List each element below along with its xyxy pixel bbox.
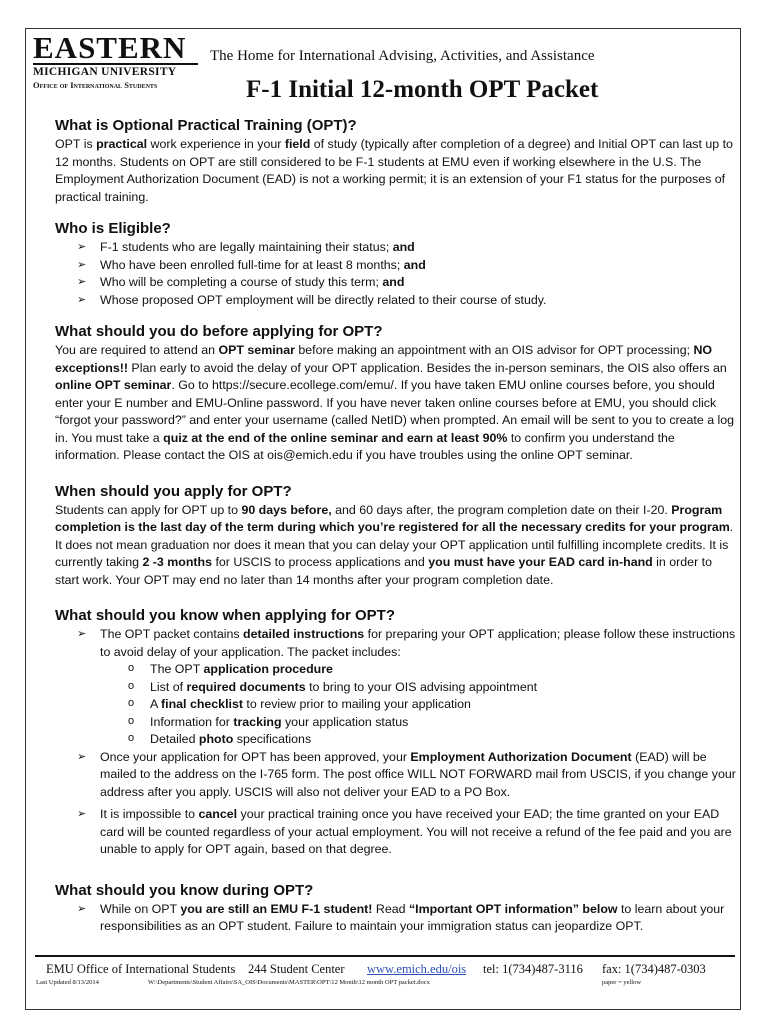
footer-address: 244 Student Center (248, 962, 345, 976)
section-when-applying (55, 606, 737, 859)
document-body (55, 116, 737, 949)
list-item: ➢ Whose proposed OPT employment will be directly related to their course of study. (77, 292, 737, 310)
sub-list-item: o Information for tracking your application status (128, 714, 737, 732)
section-paragraph: You are required to attend an OPT seminar before making an appointment with an OIS advisor for OPT processing; NO exceptions!! Plan early to avoid the delay of your OPT application. Besides the in-person seminars, the OIS also offers an online OPT seminar. Go to https://secure.ecollege.com/emu/. If you have taken EMU online courses before, you should enter your E number and EMU-Online password. If you have never taken online courses before at EMU, you should click “forgot your password?” and enter your username (called NetID) when prompted. An email will be sent to you to create a log in. You must take a quiz at the end of the online seminar and earn at least 90% to confirm you understand the information. Please contact the OIS at ois@emich.edu if you have troubles using the online OPT seminar. (55, 343, 735, 462)
section-before-applying (55, 322, 737, 465)
section-heading: When should you apply for OPT? (55, 482, 292, 500)
sub-list-item: o The OPT application procedure (128, 661, 737, 679)
emu-logo (33, 30, 198, 91)
sub-list-item: o A final checklist to review prior to mailing your application (128, 696, 737, 714)
footer-updated: Last Updated 8/13/2014 (36, 979, 99, 986)
list-item: ➢ Who have been enrolled full-time for at least 8 months; and (77, 257, 737, 275)
section-heading: What should you do before applying for OPT? (55, 323, 383, 340)
list-item: ➢ While on OPT you are still an EMU F-1 student! Read “Important OPT information” below to learn about your responsibilities as an OPT student. Failure to maintain your immigration status can jeopardize OPT. (77, 901, 737, 936)
section-heading: What should you know when applying for OPT? (55, 607, 395, 624)
list-item: ➢ Once your application for OPT has been approved, your Employment Authorization Document (EAD) will be mailed to the address on the I-765 form. The post office WILL NOT FORWARD mail from USCIS, if you change your address after you apply. USCIS will also not deliver your EAD to a PO Box. (77, 749, 737, 802)
section-heading: Who is Eligible? (55, 220, 171, 237)
footer-office: EMU Office of International Students (46, 962, 236, 976)
list-item: ➢ F-1 students who are legally maintaining their status; and (77, 239, 737, 257)
footer-tel: tel: 1(734)487-3116 (483, 962, 583, 976)
section-paragraph: OPT is practical work experience in your field of study (typically after completion of a degree) and Initial OPT can last up to 12 months. Students on OPT are still considered to be F-1 students at EMU even if working elsewhere in the U.S. The Employment Authorization Document (EAD) is not a working permit; it is an extension of your F1 status for the purposes of practical training. (55, 137, 733, 204)
list-item: ➢ The OPT packet contains detailed instructions for preparing your OPT application; please follow these instructions to avoid delay of your application. The packet includes: o The OPT application procedure o List of required documents to bring to your OIS advising appointment o A final checklist to review prior to mailing your application o Information for tracking your application status o Detailed photo specifications (77, 626, 737, 749)
page-title: F-1 Initial 12-month OPT Packet (246, 76, 599, 103)
list-item: ➢ Who will be completing a course of study this term; and (77, 274, 737, 292)
section-heading: What is Optional Practical Training (OPT)? (55, 117, 357, 134)
logo-eastern: EASTERN (33, 30, 187, 65)
section-when-to-apply (55, 482, 737, 590)
sub-list-item: o List of required documents to bring to your OIS advising appointment (128, 679, 737, 697)
footer-divider (35, 955, 735, 957)
sub-list-item: o Detailed photo specifications (128, 731, 737, 749)
footer-path: W:\Departments\Student Affairs\SA_OIS\Documents\MASTER\OPT\12 Month\12 month OPT packet.docx (148, 979, 430, 986)
section-paragraph: Students can apply for OPT up to 90 days before, and 60 days after, the program completion date on their I-20. Program completion is the last day of the term during which you’re registered for all the necessary credits for your program. It does not mean graduation nor does it mean that you can delay your OPT application until fulfilling incomplete credits. It is currently taking 2 -3 months for USCIS to process applications and you must have your EAD card in-hand in order to start work. Your OPT may end no later than 14 months after your program completion date. (55, 502, 734, 587)
section-what-is-opt (55, 116, 737, 206)
footer-paper: paper = yellow (602, 979, 642, 986)
logo-university: MICHIGAN UNIVERSITY (33, 63, 198, 79)
list-item: ➢ It is impossible to cancel your practical training once you have received your EAD; the time granted on your EAD card will be counted regardless of your actual employment. You will not receive a refund of the fee paid and you are unable to apply for OPT again, based on that degree. (77, 806, 737, 859)
section-heading: What should you know during OPT? (55, 881, 314, 899)
tagline: The Home for International Advising, Activities, and Assistance (210, 48, 595, 64)
logo-office: Office of International Students (33, 80, 158, 90)
section-during-opt (55, 881, 737, 936)
footer-website-link[interactable]: www.emich.edu/ois (367, 962, 467, 976)
footer-fax: fax: 1(734)487-0303 (602, 962, 706, 976)
section-who-is-eligible (55, 219, 737, 309)
